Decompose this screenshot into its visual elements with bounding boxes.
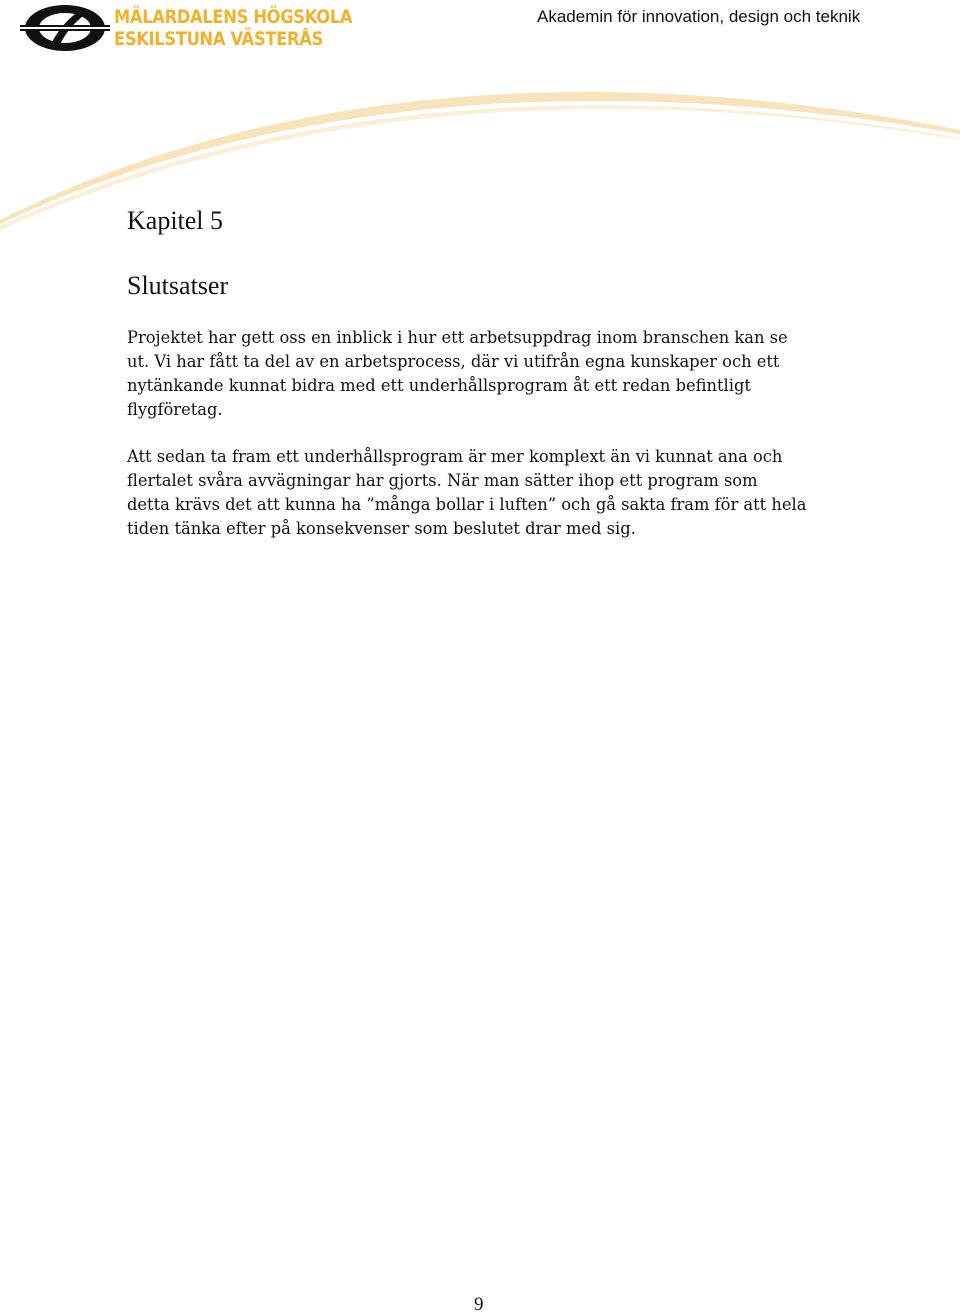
logo-line-1: MÄLARDALENS HÖGSKOLA [114,6,353,28]
paragraph-line: Projektet har gett oss en inblick i hur ett arbetsuppdrag inom branschen kan se [127,328,788,347]
paragraph-1 [127,326,847,422]
paragraph-line: detta krävs det att kunna ha ”många bollar i luften” och gå sakta fram för att hela [127,495,807,514]
paragraph-line: flertalet svåra avvägningar har gjorts. När man sätter ihop ett program som [127,471,758,490]
paragraph-line: Att sedan ta fram ett underhållsprogram är mer komplext än vi kunnat ana och [127,447,783,466]
paragraph-line: tiden tänka efter på konsekvenser som beslutet drar med sig. [127,519,636,538]
section-heading: Slutsatser [127,271,229,300]
logo-line-2: ESKILSTUNA VÄSTERÅS [114,28,324,50]
chapter-heading: Kapitel 5 [127,206,224,235]
paragraph-line: nytänkande kunnat bidra med ett underhållsprogram åt ett redan befintligt [127,376,751,395]
institution-name: Akademin för innovation, design och teknik [537,7,861,26]
university-emblem-icon [20,2,110,54]
university-logo [20,2,353,54]
paragraph-2 [127,445,847,541]
header-swoosh-decoration [0,60,960,230]
paragraph-line: flygföretag. [127,400,223,419]
paragraph-line: ut. Vi har fått ta del av en arbetsprocess, där vi utifrån egna kunskaper och ett [127,352,780,371]
page-number: 9 [474,1294,484,1315]
logo-wordmark [114,6,352,50]
